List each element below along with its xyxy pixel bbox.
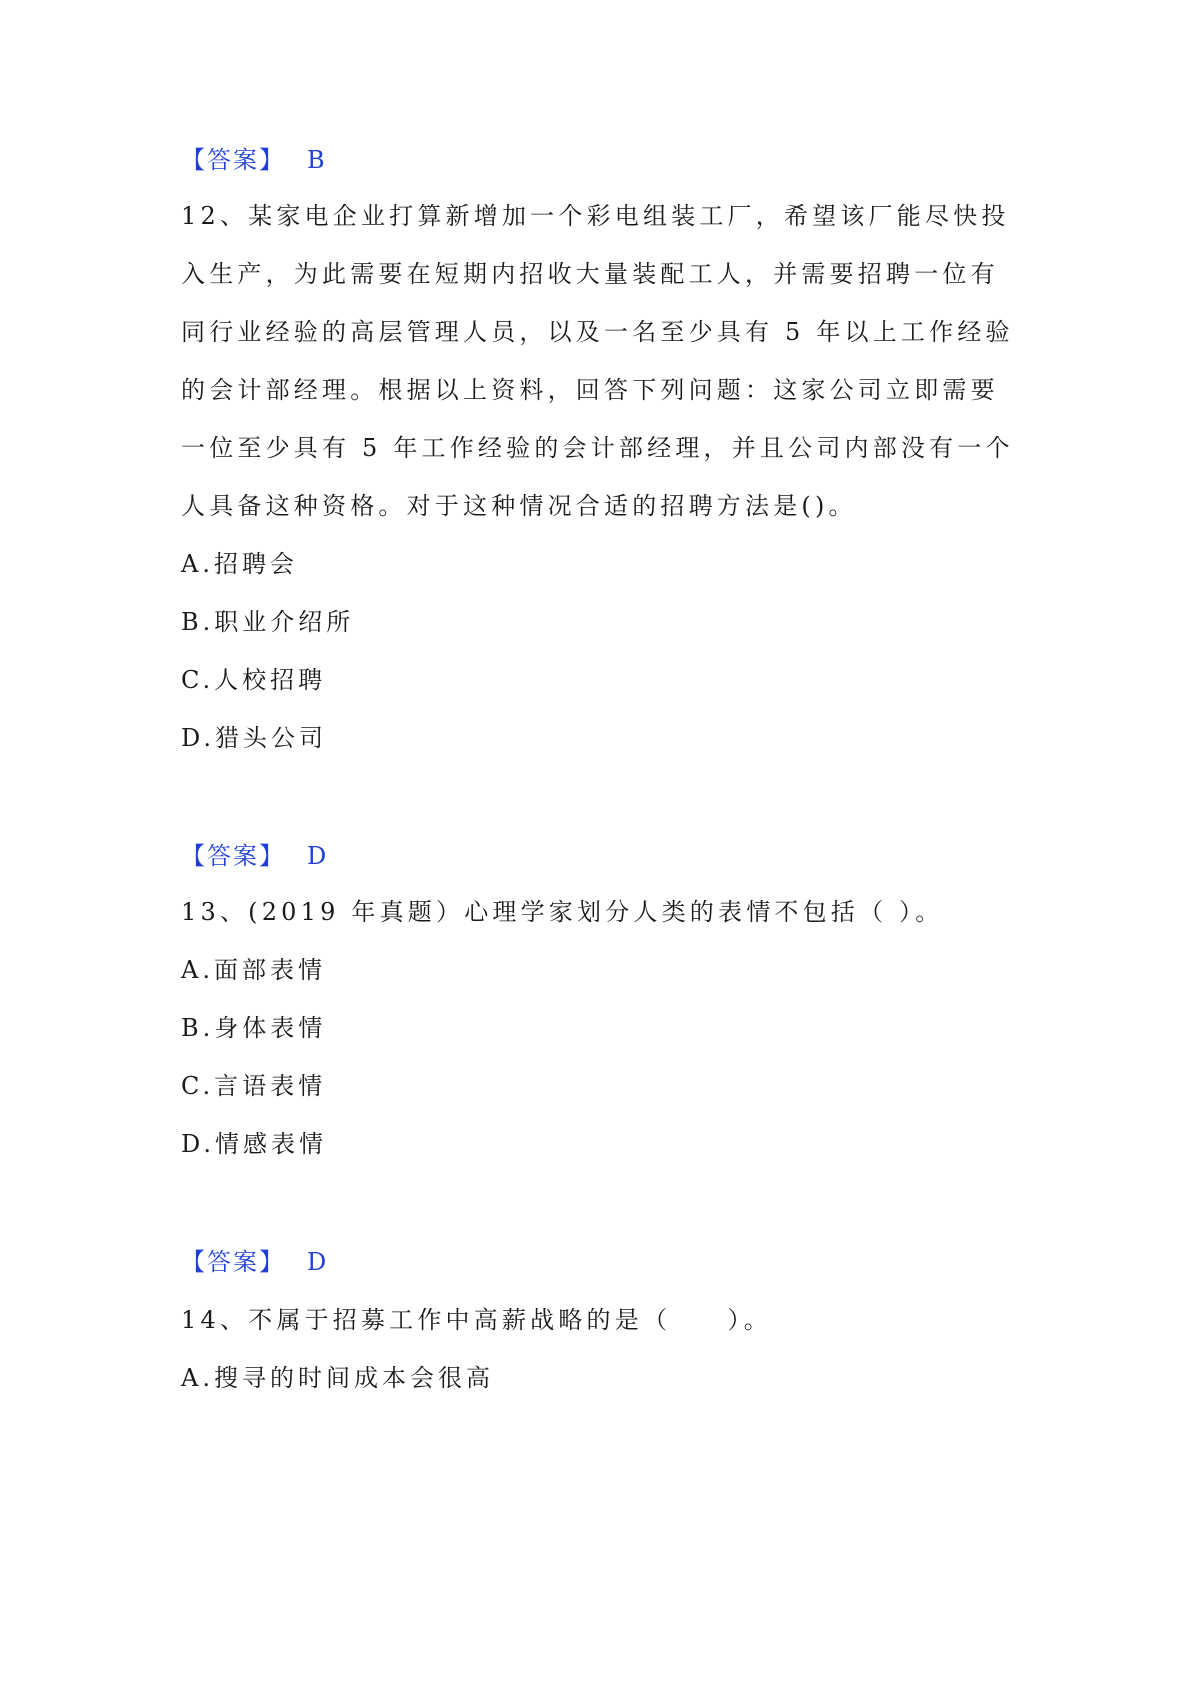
question-12-line-2: 入生产，为此需要在短期内招收大量装配工人，并需要招聘一位有	[181, 260, 999, 288]
answer-value: B	[307, 146, 327, 174]
question-12-line-5: 一位至少具有 5 年工作经验的会计部经理，并且公司内部没有一个	[181, 434, 1014, 462]
answer-label: 【答案】	[181, 146, 285, 174]
question-12-option-d: D.猎头公司	[181, 724, 328, 752]
question-14-line-1: 14、不属于招募工作中高薪战略的是（ ）。	[181, 1306, 772, 1334]
question-13-line-1: 13、(2019 年真题）心理学家划分人类的表情不包括（ ）。	[181, 898, 944, 926]
answer-value: D	[307, 1248, 329, 1276]
question-13-option-c: C.言语表情	[181, 1072, 327, 1100]
question-12-option-c: C.人校招聘	[181, 666, 327, 694]
question-12-line-4: 的会计部经理。根据以上资料，回答下列问题：这家公司立即需要	[181, 376, 999, 404]
question-13-option-b: B.身体表情	[181, 1014, 327, 1042]
question-12-option-b: B.职业介绍所	[181, 608, 355, 636]
answer-line	[181, 144, 327, 176]
answer-line	[181, 840, 328, 872]
question-12-option-a: A.招聘会	[181, 550, 298, 578]
question-12-line-3: 同行业经验的高层管理人员，以及一名至少具有 5 年以上工作经验	[181, 318, 1014, 346]
answer-value: D	[307, 842, 329, 870]
question-13-option-a: A.面部表情	[181, 956, 326, 984]
question-12-line-1: 12、某家电企业打算新增加一个彩电组装工厂，希望该厂能尽快投	[181, 202, 1010, 230]
question-13-option-d: D.情感表情	[181, 1130, 328, 1158]
question-12-line-6: 人具备这种资格。对于这种情况合适的招聘方法是()。	[181, 492, 857, 520]
answer-label: 【答案】	[181, 842, 285, 870]
answer-line	[181, 1246, 328, 1278]
answer-label: 【答案】	[181, 1248, 285, 1276]
question-14-option-a: A.搜寻的时间成本会很高	[181, 1364, 494, 1392]
